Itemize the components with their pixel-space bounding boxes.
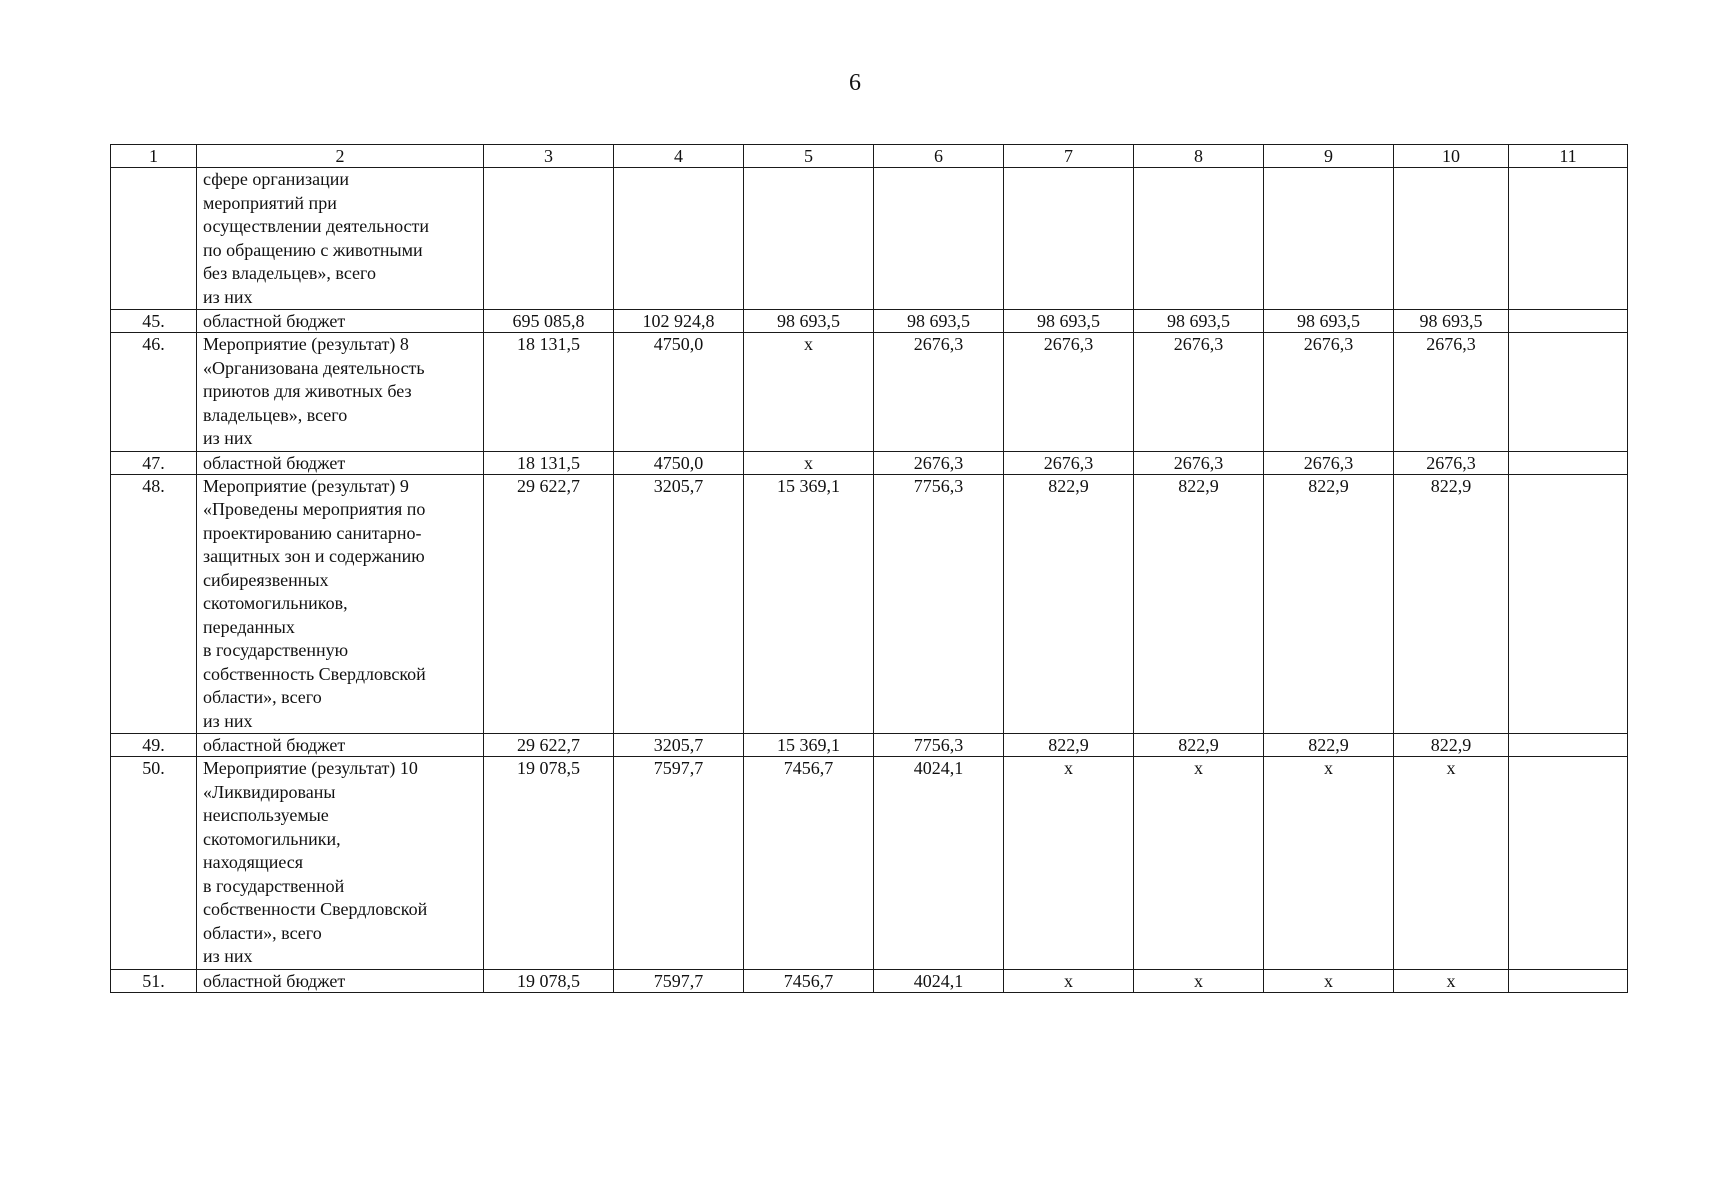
- row-description-text: областной бюджет: [203, 452, 346, 473]
- table-row: [111, 310, 1628, 333]
- row-number-cell: 48.: [111, 474, 197, 734]
- header-cell: 3: [484, 145, 614, 168]
- header-cell: 8: [1134, 145, 1264, 168]
- value-cell: 2676,3: [1134, 333, 1264, 452]
- value-cell: 822,9: [1394, 734, 1509, 757]
- header-cell: 2: [197, 145, 484, 168]
- value-cell: 3205,7: [614, 474, 744, 734]
- row-description-cell: [197, 757, 484, 970]
- table-row: [111, 333, 1628, 452]
- value-cell: х: [1264, 969, 1394, 992]
- row-description-text: областной бюджет: [203, 735, 346, 755]
- value-cell: 7597,7: [614, 757, 744, 970]
- value-cell: [484, 168, 614, 310]
- value-cell: [874, 168, 1004, 310]
- row-description-cell: [197, 310, 484, 333]
- value-cell: [1509, 734, 1628, 757]
- header-cell: 1: [111, 145, 197, 168]
- table-row: [111, 474, 1628, 734]
- budget-table: [110, 144, 1628, 993]
- header-cell: 11: [1509, 145, 1628, 168]
- value-cell: 19 078,5: [484, 969, 614, 992]
- header-cell: 6: [874, 145, 1004, 168]
- value-cell: [1509, 757, 1628, 970]
- value-cell: [1394, 168, 1509, 310]
- value-cell: 822,9: [1264, 474, 1394, 734]
- value-cell: 2676,3: [874, 333, 1004, 452]
- value-cell: 3205,7: [614, 734, 744, 757]
- value-cell: 2676,3: [1004, 451, 1134, 474]
- page-number: 6: [849, 70, 861, 96]
- row-number-cell: 46.: [111, 333, 197, 452]
- value-cell: 4750,0: [614, 333, 744, 452]
- header-cell: 5: [744, 145, 874, 168]
- value-cell: 2676,3: [874, 451, 1004, 474]
- row-description-cell: [197, 451, 484, 474]
- value-cell: 98 693,5: [744, 310, 874, 333]
- value-cell: [1509, 333, 1628, 452]
- row-description-cell: [197, 168, 484, 310]
- value-cell: 695 085,8: [484, 310, 614, 333]
- value-cell: 98 693,5: [1394, 310, 1509, 333]
- header-cell: 4: [614, 145, 744, 168]
- value-cell: 15 369,1: [744, 474, 874, 734]
- value-cell: 98 693,5: [874, 310, 1004, 333]
- value-cell: 2676,3: [1134, 451, 1264, 474]
- value-cell: х: [1134, 757, 1264, 970]
- value-cell: 822,9: [1004, 734, 1134, 757]
- table-header-row: [111, 145, 1628, 168]
- value-cell: 98 693,5: [1134, 310, 1264, 333]
- value-cell: 29 622,7: [484, 474, 614, 734]
- value-cell: 18 131,5: [484, 333, 614, 452]
- value-cell: 2676,3: [1394, 451, 1509, 474]
- row-number-cell: [111, 168, 197, 310]
- value-cell: [1134, 168, 1264, 310]
- value-cell: [1509, 969, 1628, 992]
- value-cell: 822,9: [1134, 734, 1264, 757]
- value-cell: [1264, 168, 1394, 310]
- value-cell: 18 131,5: [484, 451, 614, 474]
- value-cell: 98 693,5: [1004, 310, 1134, 333]
- value-cell: 7456,7: [744, 757, 874, 970]
- value-cell: 2676,3: [1264, 451, 1394, 474]
- row-number-cell: 47.: [111, 451, 197, 474]
- value-cell: 822,9: [1004, 474, 1134, 734]
- value-cell: 29 622,7: [484, 734, 614, 757]
- value-cell: х: [1004, 757, 1134, 970]
- row-description-cell: [197, 734, 484, 757]
- value-cell: х: [744, 333, 874, 452]
- row-description-text: областной бюджет: [203, 311, 346, 331]
- value-cell: [1509, 451, 1628, 474]
- table-row: [111, 969, 1628, 992]
- value-cell: 822,9: [1134, 474, 1264, 734]
- value-cell: 4024,1: [874, 969, 1004, 992]
- header-cell: 10: [1394, 145, 1509, 168]
- table-row: [111, 168, 1628, 310]
- value-cell: 15 369,1: [744, 734, 874, 757]
- row-description-text: областной бюджет: [203, 970, 346, 991]
- row-description-text: Мероприятие (результат) 10 «Ликвидированы неиспользуемые скотомогильники, находящиеся в государственной собственности Свердловской области», всего из них: [203, 758, 428, 966]
- value-cell: [1509, 474, 1628, 734]
- value-cell: 822,9: [1394, 474, 1509, 734]
- row-number-cell: 51.: [111, 969, 197, 992]
- header-cell: 7: [1004, 145, 1134, 168]
- value-cell: 98 693,5: [1264, 310, 1394, 333]
- row-number-cell: 49.: [111, 734, 197, 757]
- value-cell: 7756,3: [874, 474, 1004, 734]
- row-description-text: Мероприятие (результат) 8 «Организована деятельность приютов для животных без владельцев», всего из них: [203, 334, 425, 448]
- value-cell: 4750,0: [614, 451, 744, 474]
- value-cell: 7456,7: [744, 969, 874, 992]
- value-cell: 4024,1: [874, 757, 1004, 970]
- value-cell: х: [1394, 757, 1509, 970]
- row-number-cell: 45.: [111, 310, 197, 333]
- value-cell: 7756,3: [874, 734, 1004, 757]
- value-cell: х: [1134, 969, 1264, 992]
- value-cell: 2676,3: [1004, 333, 1134, 452]
- value-cell: 2676,3: [1394, 333, 1509, 452]
- row-description-cell: [197, 969, 484, 992]
- row-description-cell: [197, 474, 484, 734]
- value-cell: [614, 168, 744, 310]
- value-cell: х: [744, 451, 874, 474]
- row-description-text: сфере организации мероприятий при осуществлении деятельности по обращению с животными без владельцев», всего из них: [203, 169, 430, 307]
- value-cell: [744, 168, 874, 310]
- row-description-text: Мероприятие (результат) 9 «Проведены мероприятия по проектированию санитарно- защитных зон и содержанию сибиреязвенных скотомогильников, переданных в государственную собственность Свердловской области», всего из них: [203, 475, 426, 731]
- value-cell: 822,9: [1264, 734, 1394, 757]
- table-row: [111, 734, 1628, 757]
- value-cell: 19 078,5: [484, 757, 614, 970]
- value-cell: х: [1004, 969, 1134, 992]
- table-row: [111, 757, 1628, 970]
- header-cell: 9: [1264, 145, 1394, 168]
- value-cell: [1509, 310, 1628, 333]
- value-cell: 2676,3: [1264, 333, 1394, 452]
- value-cell: х: [1264, 757, 1394, 970]
- row-description-cell: [197, 333, 484, 452]
- value-cell: [1509, 168, 1628, 310]
- value-cell: 7597,7: [614, 969, 744, 992]
- table-row: [111, 451, 1628, 474]
- value-cell: х: [1394, 969, 1509, 992]
- value-cell: [1004, 168, 1134, 310]
- row-number-cell: 50.: [111, 757, 197, 970]
- value-cell: 102 924,8: [614, 310, 744, 333]
